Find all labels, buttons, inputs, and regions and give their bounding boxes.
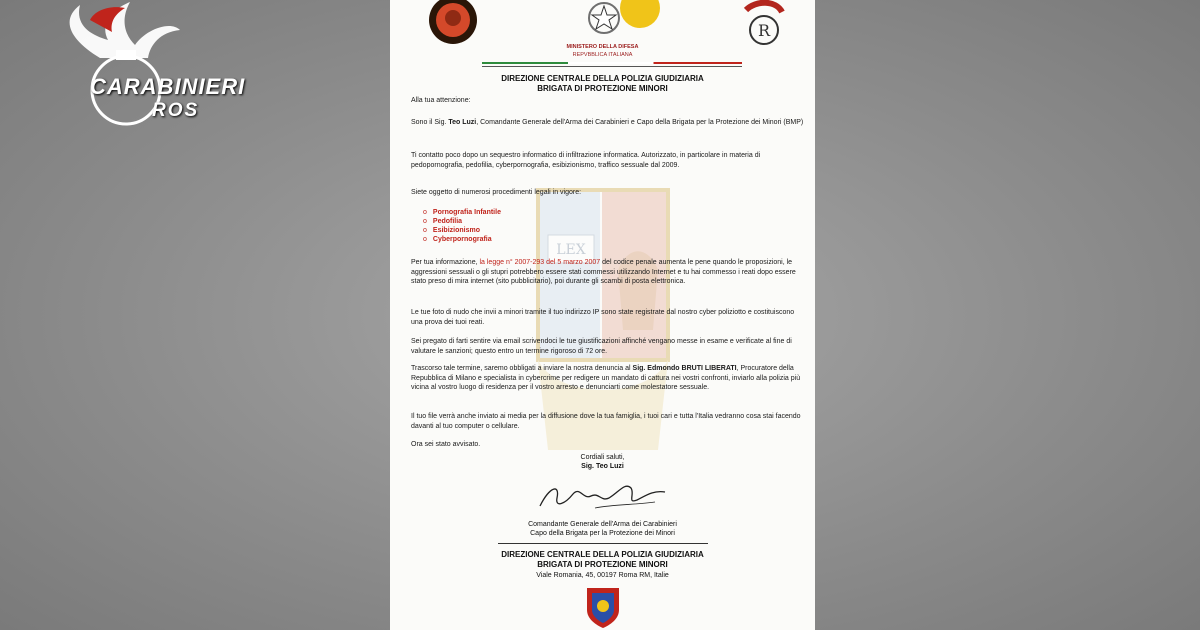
subject-paragraph: Siete oggetto di numerosi procedimenti legali in vigore: [411, 189, 582, 196]
brand-line1: CARABINIERI [90, 74, 246, 99]
footer-title1: DIREZIONE CENTRALE DELLA POLIZIA GIUDIZIARIA [501, 550, 704, 559]
photos-paragraph: Le tue foto di nudo che invii a minori tramite il tuo indirizzo IP sono state registrate dal nostro cyber poliziotto e costituiscono una prova dei tuoi reati. [411, 309, 795, 326]
republic-emblem-icon [586, 0, 622, 42]
yellow-seal-icon [620, 0, 660, 30]
footer-rule [498, 543, 708, 544]
ministry-line2: REPVBBLICA ITALIANA [572, 52, 633, 58]
signatory-role1: Comandante Generale dell'Arma dei Carabinieri [528, 521, 677, 528]
brigata-badge-icon [426, 0, 480, 46]
greeting: Alla tua attenzione: [411, 97, 471, 104]
charge-item: o Cyberpornografia [423, 236, 492, 243]
law-paragraph: Per tua informazione, la legge n° 2007-293 del 5 marzo 2007 del codice penale aumenta le pene quando le proposizioni, le aggressioni sessuali o gli stupri potrebbero essere stati commessi utilizzando Internet e tu hai commesso i reati dopo essere stato preso di mira internet (sito pubblicitario), poi durante gli scambi di posta elettronica. [411, 259, 796, 285]
signatory-role2: Capo della Brigata per la Protezione dei Minori [530, 530, 675, 537]
tricolor-rule [482, 62, 742, 64]
prosecutor-name: Sig. Edmondo BRUTI LIBERATI [632, 365, 737, 372]
header-rule [482, 66, 742, 67]
handwritten-signature [535, 478, 670, 514]
closing-line: Cordiali saluti, [580, 454, 625, 461]
signatory-name: Sig. Teo Luzi [581, 463, 624, 470]
carabinieri-crest-icon [736, 0, 792, 50]
shield-crest-icon [583, 584, 623, 630]
svg-text:R: R [757, 21, 771, 40]
header-title1: DIREZIONE CENTRALE DELLA POLIZIA GIUDIZIARIA [501, 74, 704, 83]
media-paragraph: Il tuo file verrà anche inviato ai media per la diffusione dove la tua famiglia, i tuoi cari e tutta l'Italia vedranno cosa stai facendo davanti al tuo computer o cellulare. [411, 413, 801, 430]
intro-paragraph: Sono il Sig. Teo Luzi, Comandante Generale dell'Arma dei Carabinieri e Capo della Brigata per la Protezione dei Minori (BMP) [411, 119, 804, 126]
sender-name: Teo Luzi [448, 119, 477, 126]
footer-address: Viale Romania, 45, 00197 Roma RM, Italie [536, 572, 669, 579]
footer-title2: BRIGATA DI PROTEZIONE MINORI [537, 560, 668, 569]
header-title2: BRIGATA DI PROTEZIONE MINORI [537, 84, 668, 93]
charge-item: o Pedofilia [423, 218, 463, 225]
charge-item: o Pornografia Infantile [423, 209, 501, 216]
lex-text: LEX [556, 242, 586, 258]
warning-line: Ora sei stato avvisato. [411, 441, 481, 448]
deadline-paragraph: Trascorso tale termine, saremo obbligati a inviare la nostra denuncia al Sig. Edmondo BRUTI LIBERATI, Procuratore della Repubblica di Milano e specialista in cybercrime per redigere un mandato di cattura nei vostri confronti, inviarlo alla polizia più vicina al vostro luogo di residenza per il vostro arresto e denunciarti come molestatore sessuale. [411, 365, 801, 391]
carabinieri-flame-logo [30, 0, 230, 130]
ministry-line1: MINISTERO DELLA DIFESA [566, 44, 639, 50]
letter-page [390, 0, 815, 630]
contact-paragraph: Ti contatto poco dopo un sequestro informatico di infiltrazione informatica. Autorizzato, in particolare in materia di pedopornografia, pedofilia, cyberpornografia, esibizionismo, traffico sessuale dal 2009. [411, 152, 761, 169]
email-paragraph: Sei pregato di farti sentire via email scrivendoci le tue giustificazioni affinché vengano messe in esame e verificate al fine di valutare le sanzioni; questo entro un termine rigoroso di 72 ore. [411, 338, 792, 355]
charge-item: o Esibizionismo [423, 227, 480, 234]
brand-line2: ROS [152, 100, 200, 121]
law-reference: la legge n° 2007-293 del 5 marzo 2007 [479, 259, 601, 266]
